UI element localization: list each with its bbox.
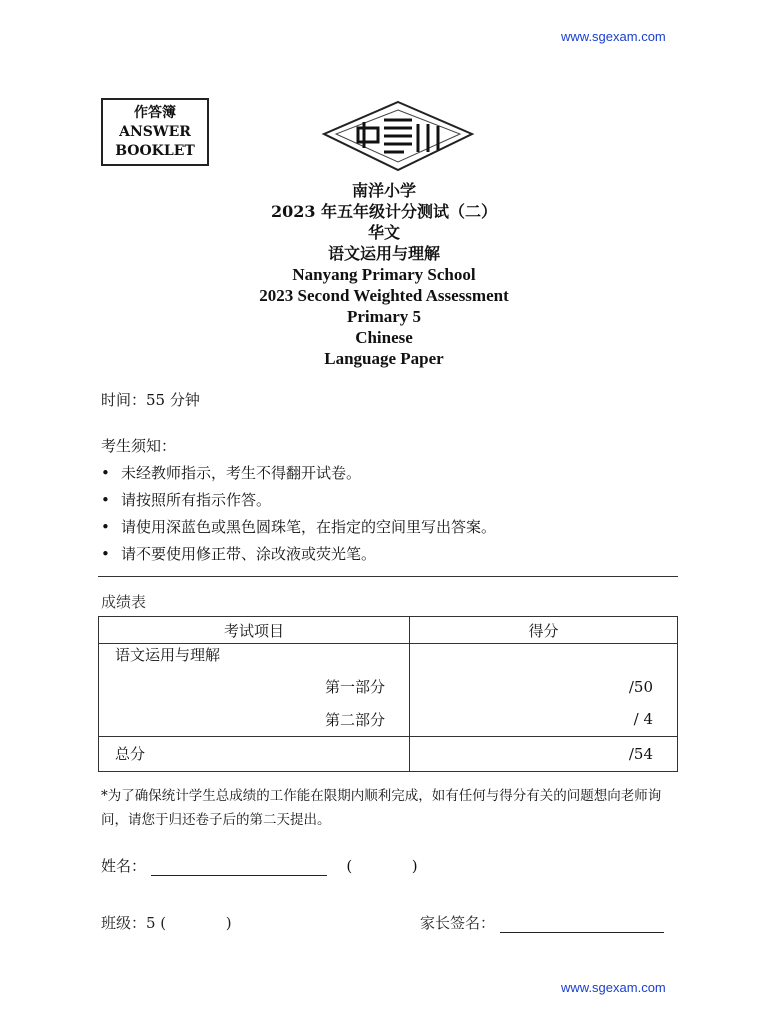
- index-paren-close: ): [411, 857, 418, 875]
- class-paren-close: ): [225, 914, 232, 932]
- part1-score-field[interactable]: /50: [410, 670, 678, 703]
- answer-booklet-box: [101, 98, 209, 166]
- divider: [98, 576, 678, 577]
- header-score: 得分: [410, 617, 678, 644]
- exam-title-en: 2023 Second Weighted Assessment: [259, 286, 509, 305]
- part2-score-field[interactable]: / 4: [410, 703, 678, 736]
- footnote: *为了确保统计学生总成绩的工作能在限期内顺利完成，如有任何与得分有关的问题想向老师询问，请您于归还卷子后的第二天提出。: [101, 788, 662, 828]
- class-field-row: [101, 912, 232, 933]
- level-en: Primary 5: [346, 307, 422, 326]
- bullet-icon: •: [101, 518, 110, 536]
- school-name-en: Nanyang Primary School: [292, 265, 476, 284]
- instruction-item: • 请不要使用修正带、涂改液或荧光笔。: [101, 541, 496, 568]
- booklet-label-zh: 作答簿: [134, 105, 176, 121]
- exam-title-zh: 2023 年五年级计分测试（二）: [270, 202, 498, 221]
- parent-signature-label: 家长签名：: [420, 914, 496, 932]
- index-paren-open: (: [346, 857, 353, 875]
- part2-label: 第二部分: [99, 703, 410, 736]
- header-item: 考试项目: [99, 617, 410, 644]
- subject-zh: 华文: [367, 223, 400, 242]
- instructions-title: 考生须知：: [101, 437, 177, 455]
- bullet-icon: •: [101, 491, 110, 509]
- booklet-label-en-2: BOOKLET: [115, 143, 195, 159]
- time-allowed: 时间：55 分钟: [101, 391, 200, 409]
- title-block: [184, 180, 584, 369]
- paper-zh: 语文运用与理解: [327, 244, 440, 263]
- name-input-line[interactable]: [151, 859, 327, 876]
- parent-signature-line[interactable]: [500, 918, 664, 933]
- instruction-item: • 请按照所有指示作答。: [101, 487, 496, 514]
- bullet-icon: •: [101, 545, 110, 563]
- parent-signature-row: [420, 912, 664, 933]
- booklet-label-en-1: ANSWER: [119, 124, 191, 140]
- name-label: 姓名：: [101, 857, 147, 875]
- instructions-list: [101, 460, 496, 568]
- class-label: 班级：5 (: [101, 914, 167, 932]
- site-link-bottom[interactable]: www.sgexam.com: [561, 980, 666, 995]
- paper-en: Language Paper: [324, 349, 444, 368]
- total-label: 总分: [99, 736, 410, 771]
- subject-en: Chinese: [355, 328, 413, 347]
- bullet-icon: •: [101, 464, 110, 482]
- score-table: [98, 616, 678, 772]
- name-field-row: [101, 855, 418, 876]
- score-table-label: 成绩表: [101, 593, 147, 611]
- school-logo-icon: [320, 98, 476, 174]
- section-name: 语文运用与理解: [99, 644, 410, 671]
- instruction-item: • 请使用深蓝色或黑色圆珠笔，在指定的空间里写出答案。: [101, 514, 496, 541]
- instruction-item: • 未经教师指示，考生不得翻开试卷。: [101, 460, 496, 487]
- school-name-zh: 南洋小学: [351, 181, 416, 200]
- part1-label: 第一部分: [99, 670, 410, 703]
- total-score-field[interactable]: /54: [410, 736, 678, 771]
- site-link-top[interactable]: www.sgexam.com: [561, 29, 666, 44]
